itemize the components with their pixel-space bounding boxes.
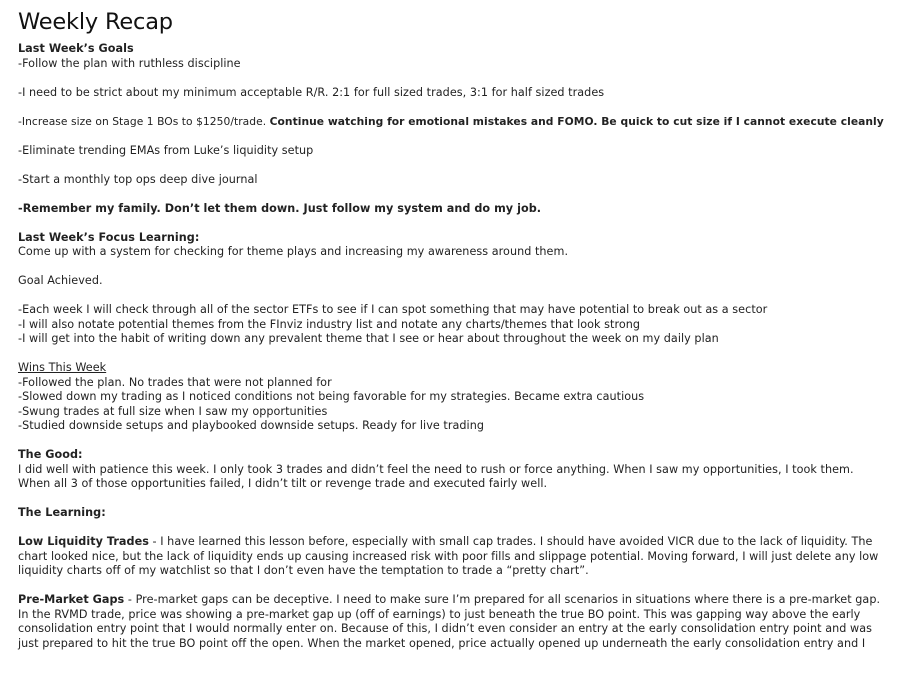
goals-heading: Last Week’s Goals bbox=[18, 42, 134, 55]
focus-heading: Last Week’s Focus Learning: bbox=[18, 230, 200, 244]
goal-item: -Start a monthly top ops deep dive journal bbox=[18, 172, 258, 186]
focus-item: -I will get into the habit of writing down any prevalent theme that I see or hear about throughout the week on my daily plan bbox=[18, 332, 719, 345]
win-item: -Studied downside setups and playbooked downside setups. Ready for live trading bbox=[18, 419, 484, 432]
premarket-label: Pre-Market Gaps bbox=[18, 593, 125, 606]
good-line: I did well with patience this week. I only took 3 trades and didn’t feel the need to rush or force anything. When I saw my opportunities, I took them. bbox=[18, 462, 854, 476]
win-item: -Slowed down my trading as I noticed conditions not being favorable for my strategies. Became extra cautious bbox=[18, 390, 645, 403]
wins-heading: Wins This Week bbox=[18, 361, 107, 374]
low-liquidity-line: chart looked nice, but the lack of liquidity ends up causing increased risk with poor fills and slippage potential. Moving forward, I will just delete any low bbox=[18, 549, 879, 563]
premarket-line: consolidation entry point that I would normally enter on. Because of this, I didn’t even consider an entry at the early consolidation entry point and was bbox=[18, 622, 873, 635]
learning-heading: The Learning: bbox=[18, 506, 106, 519]
goal-item bbox=[18, 115, 887, 130]
low-liquidity-paragraph bbox=[18, 535, 887, 550]
win-item: -Followed the plan. No trades that were not planned for bbox=[18, 375, 332, 389]
premarket-line: just prepared to hit the true BO point off the open. When the market opened, price actually opened up underneath the early consolidation entry and I bbox=[18, 636, 866, 650]
goal-item: -Remember my family. Don’t let them down. Just follow my system and do my job. bbox=[18, 201, 542, 215]
premarket-text: - Pre-market gaps can be deceptive. I need to make sure I’m prepared for all scenarios in situations where there is a pre-market gap. bbox=[124, 593, 881, 606]
good-line: When all 3 of those opportunities failed, I didn’t tilt or revenge trade and executed fairly well. bbox=[18, 477, 548, 490]
goal-item-text: -Increase size on Stage 1 BOs to $1250/trade. bbox=[18, 114, 267, 128]
goal-item: -I need to be strict about my minimum acceptable R/R. 2:1 for full sized trades, 3:1 for half sized trades bbox=[18, 85, 605, 99]
goal-item-bold-text: Continue watching for emotional mistakes and FOMO. Be quick to cut size if I cannot execute cleanly bbox=[269, 114, 884, 128]
page-title: Weekly Recap bbox=[18, 9, 173, 35]
focus-text: Come up with a system for checking for theme plays and increasing my awareness around them. bbox=[18, 245, 569, 258]
goal-item: -Follow the plan with ruthless discipline bbox=[18, 56, 241, 70]
premarket-paragraph bbox=[18, 593, 887, 608]
goal-item: -Eliminate trending EMAs from Luke’s liquidity setup bbox=[18, 143, 314, 157]
win-item: -Swung trades at full size when I saw my opportunities bbox=[18, 404, 328, 418]
focus-status: Goal Achieved. bbox=[18, 274, 103, 287]
good-heading: The Good: bbox=[18, 448, 83, 461]
focus-item: -I will also notate potential themes from the FInviz industry list and notate any charts/themes that look strong bbox=[18, 317, 641, 331]
low-liquidity-label: Low Liquidity Trades bbox=[18, 535, 149, 548]
premarket-line: In the RVMD trade, price was showing a pre-market gap up (off of earnings) to just beneath the true BO point. This was gapping way above the early bbox=[18, 607, 861, 621]
low-liquidity-text: - I have learned this lesson before, especially with small cap trades. I should have avoided VICR due to the lack of liquidity. The bbox=[148, 535, 873, 548]
low-liquidity-line: liquidity charts off of my watchlist so that I don’t even have the temptation to trade a “pretty chart”. bbox=[18, 564, 589, 577]
focus-item: -Each week I will check through all of the sector ETFs to see if I can spot something that may have potential to break out as a sector bbox=[18, 303, 768, 316]
